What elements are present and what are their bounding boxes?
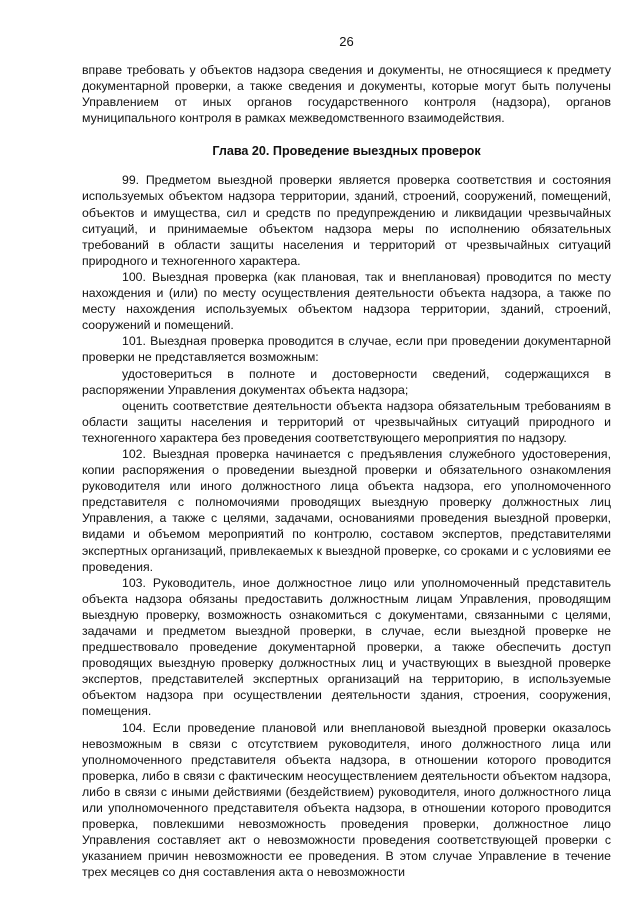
paragraph-101: 101. Выездная проверка проводится в случае, если при проведении документарной проверки не представляется возможным: [82,334,611,365]
paragraph-101-item-2: оценить соответствие деятельности объекта надзора обязательным требованиям в области защиты населения и территорий от чрезвычайных ситуаций природного и техногенного характера без проведения соответствующего мероприятия по надзору. [82,398,611,445]
paragraph-99: 99. Предметом выездной проверки является проверка соответствия и состояния используемых объектом надзора территории, зданий, строений, сооружений, помещений, объектов и имущества, сил и средств по предупреждению и ликвидации чрезвычайных ситуаций, и принимаемые объектом надзора меры по исполнению обязательных требований в области защиты населения и территорий от чрезвычайных ситуаций природного и техногенного характера. [82,173,611,268]
intro-paragraph: вправе требовать у объектов надзора сведения и документы, не относящиеся к предмету документарной проверки, а также сведения и документы, которые могут быть получены Управлением от иных органов государственного контроля (надзора), органов муниципального контроля в рамках межведомственного взаимодействия. [82,63,611,126]
paragraph-101-item-1: удостовериться в полноте и достоверности сведений, содержащихся в распоряжении Управления документах объекта надзора; [82,366,611,397]
paragraph-103: 103. Руководитель, иное должностное лицо или уполномоченный представитель объекта надзора обязаны предоставить должностным лицам Управления, проводящим выездную проверку, возможность ознакомиться с документами, связанными с целями, задачами и предметом выездной проверки, в случае, если выездной проверке не предшествовало проведение документарной проверки, а также обеспечить доступ проводящих выездную проверку должностных лиц и участвующих в выездной проверке экспертов, представителей экспертных организаций на территорию, в используемые объектом надзора при осуществлении деятельности здания, строения, сооружения, помещения. [82,575,611,719]
chapter-title: Глава 20. Проведение выездных проверок [212,144,481,159]
paragraph-100: 100. Выездная проверка (как плановая, так и внеплановая) проводится по месту нахождения и (или) по месту осуществления деятельности объекта надзора, а также по месту нахождения используемых объектом надзора территории, зданий, строений, сооружений и помещений. [82,269,611,333]
page-number: 26 [339,34,354,49]
paragraph-104: 104. Если проведение плановой или внеплановой выездной проверки оказалось невозможным в связи с отсутствием руководителя, иного должностного лица или уполномоченного представителя объекта надзора, в отношении которого проводится проверка, либо в связи с фактическим неосуществлением деятельности объектом надзора, либо в связи с иными действиями (бездействием) руководителя, иного должностного лица или уполномоченного представителя объекта надзора, в отношении которого проводится проверка, повлекшими невозможность проведения проверки, должностное лицо Управления составляет акт о невозможности проведения соответствующей проверки с указанием причин невозможности ее проведения. В этом случае Управление в течение трех месяцев со дня составления акта о невозможности [82,720,611,880]
paragraph-102: 102. Выездная проверка начинается с предъявления служебного удостоверения, копии распоряжения о проведении выездной проверки и обязательного ознакомления руководителя или иного должностного лица объекта надзора, его уполномоченного представителя с полномочиями проводящих выездную проверку должностных лиц Управления, а также с целями, задачами, основаниями проведения выездной проверки, видами и объемом мероприятий по контролю, составом экспертов, представителями экспертных организаций, привлекаемых к выездной проверке, со сроками и с условиями ее проведения. [82,446,611,574]
